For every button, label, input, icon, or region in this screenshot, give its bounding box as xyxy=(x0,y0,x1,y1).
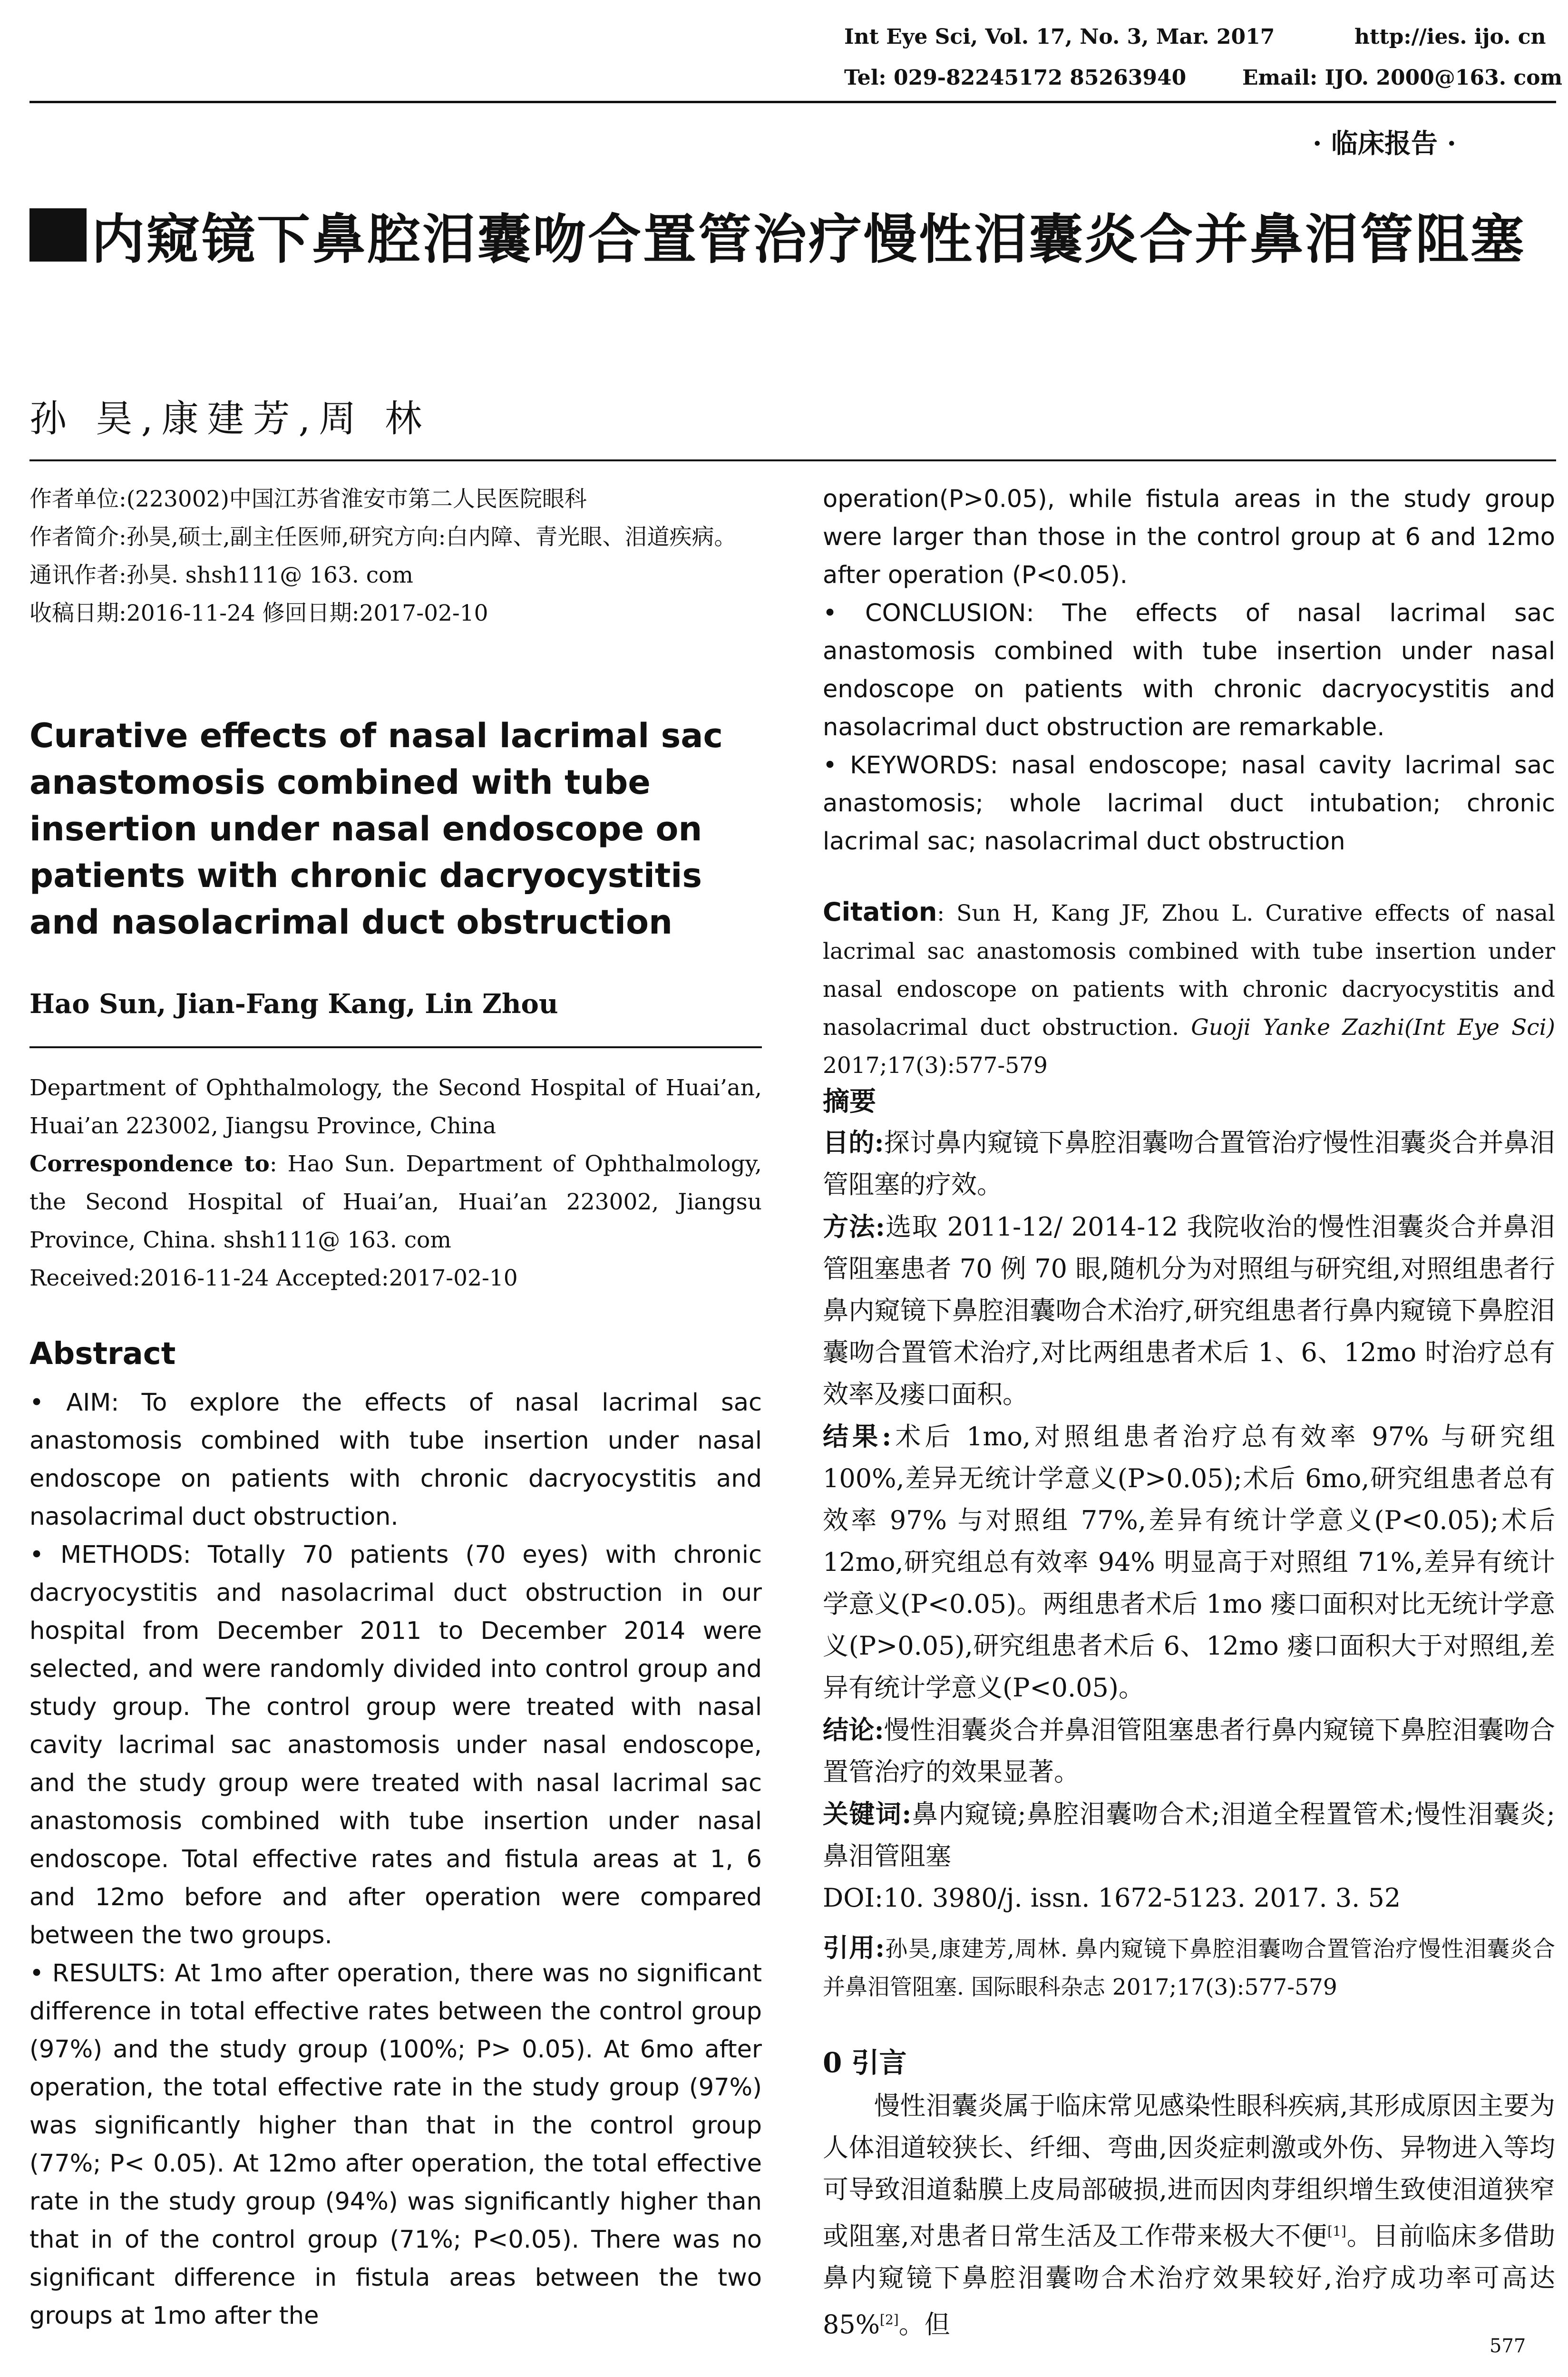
abstract-methods: • METHODS: Totally 70 patients (70 eyes) with chronic dacryocystitis and nasolacrimal duct obstruction in our hospital from December 2011 to December 2014 were selected, and were randomly divided into control group and study group. The control group were treated with nasal cavity lacrimal sac anastomosis under nasal endoscope, and the study group were treated with nasal lacrimal sac anastomosis combined with tube insertion under nasal endoscope. Total effective rates and fistula areas at 1, 6 and 12mo before and after operation were compared between the two groups. xyxy=(29,1541,762,1949)
cn-doi: DOI:10. 3980/j. issn. 1672-5123. 2017. 3. 52 xyxy=(823,1883,1401,1913)
journal-info: Int Eye Sci, Vol. 17, No. 3, Mar. 2017 xyxy=(844,25,1275,49)
cn-meta xyxy=(29,480,762,633)
journal-url: http://ies. ijo. cn xyxy=(1354,25,1546,49)
cn-meta-line: 作者简介:孙昊,硕士,副主任医师,研究方向:白内障、青光眼、泪道疾病。 xyxy=(29,524,737,550)
cn-results: 结果:术后 1mo,对照组患者治疗总有效率 97% 与研究组 100%,差异无统计学意义(P>0.05);术后 6mo,研究组患者总有效率 97% 与对照组 77%,差异有统计学意义(P<0.05);术后 12mo,研究组总有效率 94% 明显高于对照组 71%,差异有统计学意义(P<0.05)。两组患者术后 1mo 瘘口面积对比无统计学意义(P>0.05),研究组患者术后 6、12mo 瘘口面积大于对照组,差异有统计学意义(P<0.05)。 xyxy=(823,1421,1555,1703)
cn-citation: 引用:孙昊,康建芳,周林. 鼻内窥镜下鼻腔泪囊吻合置管治疗慢性泪囊炎合并鼻泪管阻塞. 国际眼科杂志 2017;17(3):577-579 xyxy=(823,1932,1555,2000)
cn-keywords: 关键词:鼻内窥镜;鼻腔泪囊吻合术;泪道全程置管术;慢性泪囊炎;鼻泪管阻塞 xyxy=(823,1799,1555,1871)
title-rule xyxy=(29,459,1556,461)
cn-methods: 方法:选取 2011-12/ 2014-12 我院收治的慢性泪囊炎合并鼻泪管阻塞患者 70 例 70 眼,随机分为对照组与研究组,对照组患者行鼻内窥镜下鼻腔泪囊吻合术治疗,研究组患者行鼻内窥镜下鼻腔泪囊吻合置管术治疗,对比两组患者术后 1、6、12mo 时治疗总有效率及瘘口面积。 xyxy=(823,1211,1555,1409)
section-label: · 临床报告 · xyxy=(1313,128,1456,159)
journal-email: Email: IJO. 2000@163. com xyxy=(1242,66,1563,90)
ref-2: [2] xyxy=(880,2312,899,2328)
citation: Citation: Sun H, Kang JF, Zhou L. Curative effects of nasal lacrimal sac anastomosis combined with tube insertion under nasal endoscope on patients with chronic dacryocystitis and nasolacrimal duct obstruction. Guoji Yanke Zazhi(Int Eye Sci) 2017;17(3):577-579 xyxy=(823,897,1555,1079)
abstract-conclusion: • CONCLUSION: The effects of nasal lacrimal sac anastomosis combined with tube insertion under nasal endoscope on patients with chronic dacryocystitis and nasolacrimal duct obstruction are remarkable. xyxy=(823,599,1555,741)
en-correspondence: Correspondence to: Hao Sun. Department of Ophthalmology, the Second Hospital of Huai’an, Huai’an 223002, Jiangsu Province, China. shsh111@ 163. com xyxy=(29,1151,762,1253)
cn-aim: 目的:探讨鼻内窥镜下鼻腔泪囊吻合置管治疗慢性泪囊炎合并鼻泪管阻塞的疗效。 xyxy=(823,1127,1555,1199)
abstract-results: • RESULTS: At 1mo after operation, there was no significant difference in total effective rates between the control group (97%) and the study group (100%; P> 0.05). At 6mo after operation, the total effective rate in the study group (97%) was significantly higher than that in the control group (77%; P< 0.05). At 12mo after operation, the total effective rate in the study group (94%) was significantly higher than that in of the control group (71%; P<0.05). There was no significant difference in fistula areas between the two groups at 1mo after the xyxy=(29,1959,762,2330)
abstract-heading: Abstract xyxy=(29,1336,176,1372)
cn-meta-line: 收稿日期:2016-11-24 修回日期:2017-02-10 xyxy=(29,600,488,626)
journal-tel: Tel: 029-82245172 85263940 xyxy=(844,66,1187,90)
intro-heading: 0 引言 xyxy=(823,2046,907,2079)
cn-abstract-heading: 摘要 xyxy=(823,1086,876,1117)
title-mark xyxy=(29,208,87,262)
cn-abstract xyxy=(823,1121,1555,1919)
abstract-right xyxy=(823,480,1555,861)
page-number: 577 xyxy=(1490,2335,1526,2357)
cn-meta-line: 通讯作者:孙昊. shsh111@ 163. com xyxy=(29,562,413,588)
abstract-results-cont: operation(P>0.05), while fistula areas in the study group were larger than those in the control group at 6 and 12mo after operation (P<0.05). xyxy=(823,485,1555,589)
abstract-left xyxy=(29,1384,762,2335)
authors-en: Hao Sun, Jian-Fang Kang, Lin Zhou xyxy=(29,988,558,1020)
intro-text: 慢性泪囊炎属于临床常见感染性眼科疾病,其形成原因主要为人体泪道较狭长、纤细、弯曲,因炎症刺激或外伤、异物进入等均可导致泪道黏膜上皮局部破损,进而因肉芽组织增生致使泪道狭窄或阻塞,对患者日常生活及工作带来极大不便[1]。目前临床多借助鼻内窥镜下鼻腔泪囊吻合术治疗效果较好,治疗成功率可高达 85%[2]。但 xyxy=(823,2091,1555,2339)
title-cn: 内窥镜下鼻腔泪囊吻合置管治疗慢性泪囊炎合并鼻泪管阻塞 xyxy=(29,205,1561,275)
en-department: Department of Ophthalmology, the Second Hospital of Huai’an, Huai’an 223002, Jiangsu Province, China xyxy=(29,1075,762,1139)
cn-meta-line: 作者单位:(223002)中国江苏省淮安市第二人民医院眼科 xyxy=(29,486,587,512)
abstract-aim: • AIM: To explore the effects of nasal lacrimal sac anastomosis combined with tube insertion under nasal endoscope on patients with chronic dacryocystitis and nasolacrimal duct obstruction. xyxy=(29,1389,762,1531)
authors-cn: 孙 昊,康建芳,周 林 xyxy=(29,398,431,440)
cn-conclusion: 结论:慢性泪囊炎合并鼻泪管阻塞患者行鼻内窥镜下鼻腔泪囊吻合置管治疗的效果显著。 xyxy=(823,1715,1555,1787)
ref-1: [1] xyxy=(1327,2223,1346,2239)
header-rule xyxy=(29,101,1556,103)
en-dates: Received:2016-11-24 Accepted:2017-02-10 xyxy=(29,1265,518,1291)
title-en: Curative effects of nasal lacrimal sac anastomosis combined with tube insertion under nasal endoscope on patients with chronic dacryocystitis and nasolacrimal duct obstruction xyxy=(29,716,723,942)
abstract-keywords: • KEYWORDS: nasal endoscope; nasal cavity lacrimal sac anastomosis; whole lacrimal duct intubation; chronic lacrimal sac; nasolacrimal duct obstruction xyxy=(823,751,1555,856)
en-meta xyxy=(29,1069,762,1297)
author-rule xyxy=(29,1046,762,1048)
